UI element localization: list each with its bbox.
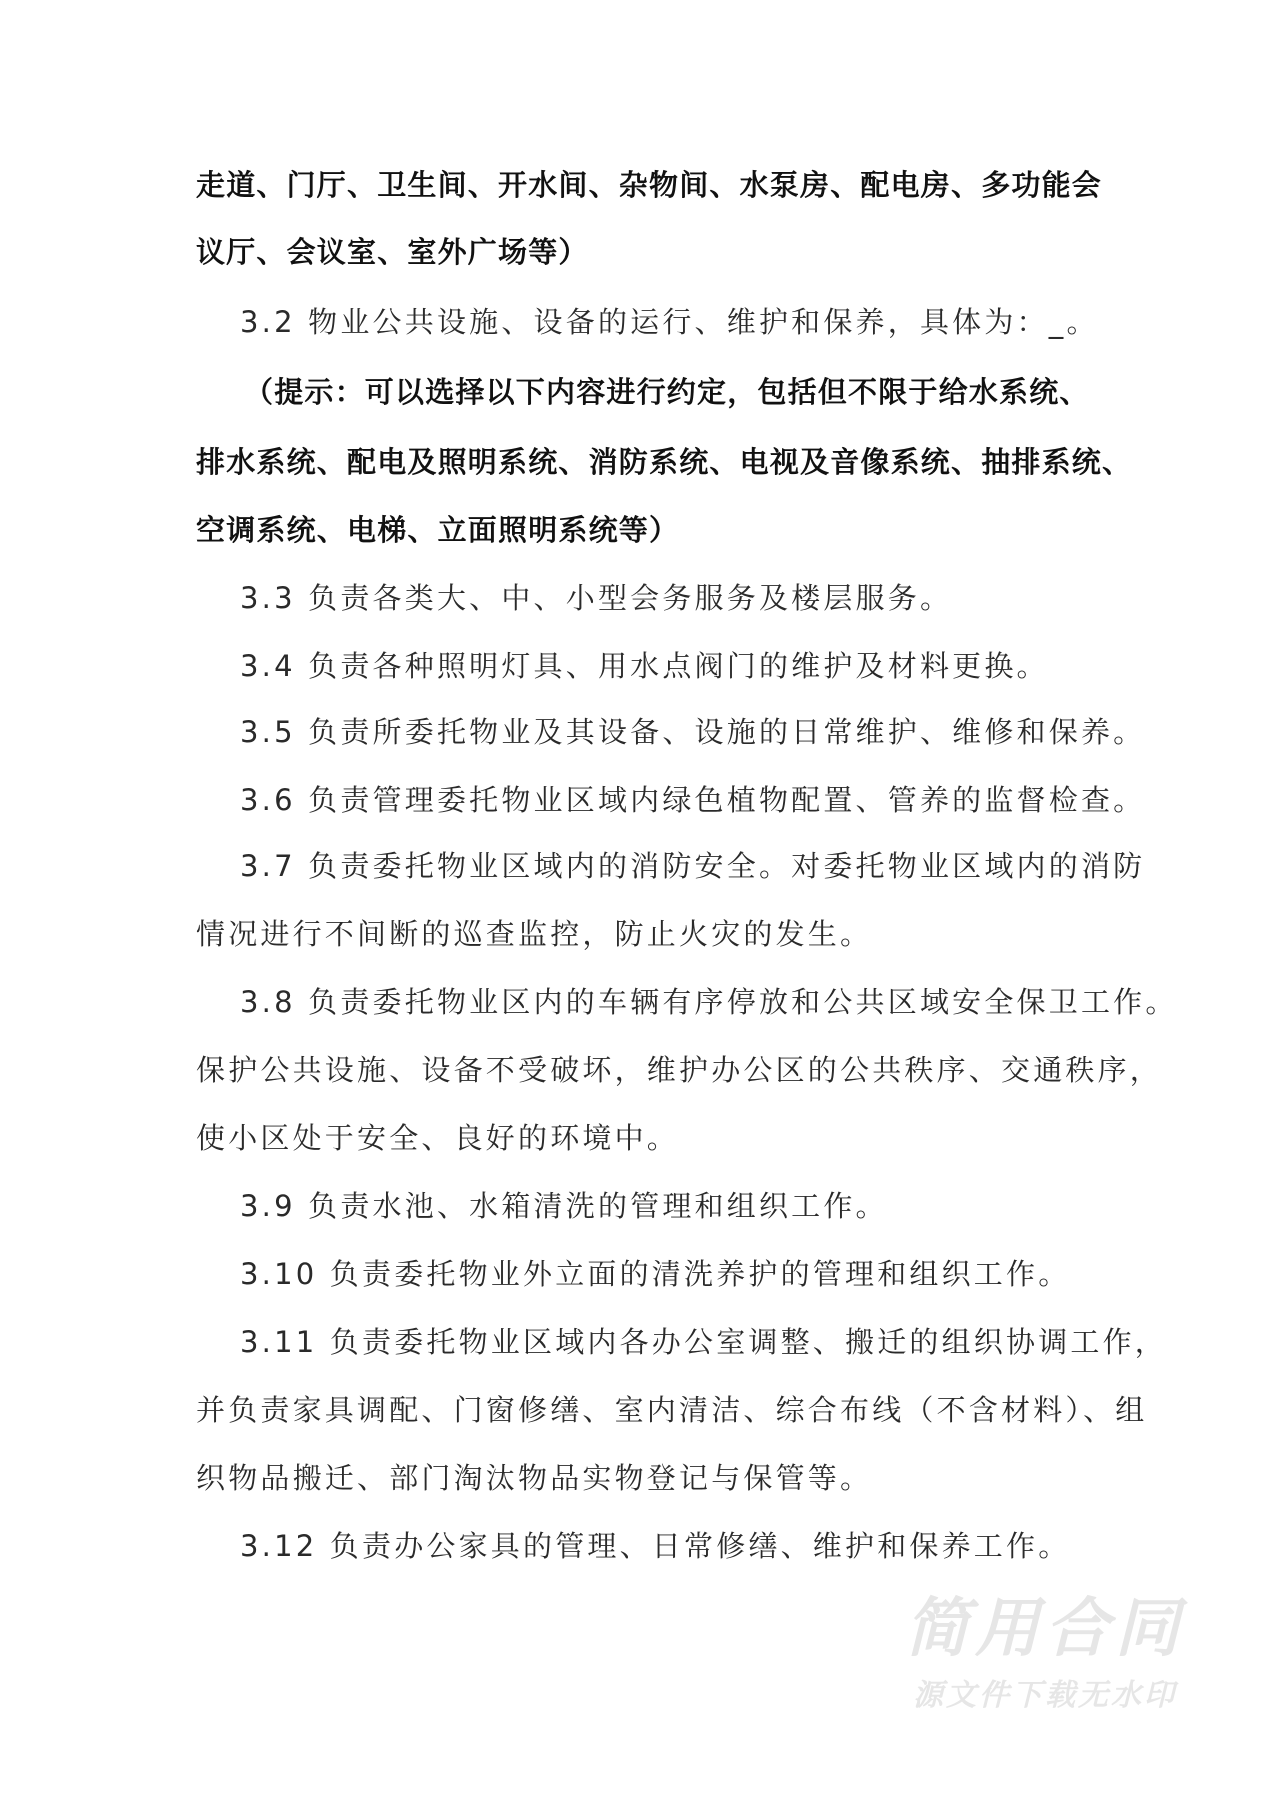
clause-3-4: 3.4 负责各种照明灯具、用水点阀门的维护及材料更换。 [240,649,1049,683]
clause-3-9: 3.9 负责水池、水箱清洗的管理和组织工作。 [240,1189,888,1223]
clause-3-7: 3.7 负责委托物业区域内的消防安全。对委托物业区域内的消防 [240,849,1146,883]
watermark-title: 简用合同 [905,1592,1185,1666]
clause-3-3: 3.3 负责各类大、中、小型会务服务及楼层服务。 [240,581,953,615]
clause-3-10: 3.10 负责委托物业外立面的清洗养护的管理和组织工作。 [240,1257,1071,1291]
text-line-corridors: 走道、门厅、卫生间、开水间、杂物间、水泵房、配电房、多功能会 [196,168,1103,202]
clause-3-8-cont-1: 保护公共设施、设备不受破坏，维护办公区的公共秩序、交通秩序， [196,1053,1163,1087]
watermark-subtitle: 源文件下载无水印 [913,1678,1177,1713]
clause-3-12: 3.12 负责办公家具的管理、日常修缮、维护和保养工作。 [240,1529,1071,1563]
watermark [880,1590,1210,1716]
clause-3-11-cont-1: 并负责家具调配、门窗修缮、室内清洁、综合布线（不含材料）、组 [196,1393,1148,1427]
clause-3-11: 3.11 负责委托物业区域内各办公室调整、搬迁的组织协调工作， [240,1325,1167,1359]
clause-3-7-cont: 情况进行不间断的巡查监控，防止火灾的发生。 [196,917,873,951]
clause-3-8-cont-2: 使小区处于安全、良好的环境中。 [196,1121,680,1155]
clause-3-11-cont-2: 织物品搬迁、部门淘汰物品实物登记与保管等。 [196,1461,873,1495]
clause-3-5: 3.5 负责所委托物业及其设备、设施的日常维护、维修和保养。 [240,715,1146,749]
text-line-meeting-rooms: 议厅、会议室、室外广场等） [196,235,589,269]
hint-line-1: （提示：可以选择以下内容进行约定，包括但不限于给水系统、 [244,375,1090,409]
hint-line-3: 空调系统、电梯、立面照明系统等） [196,513,680,547]
hint-line-2: 排水系统、配电及照明系统、消防系统、电视及音像系统、抽排系统、 [196,445,1133,479]
clause-3-2: 3.2 物业公共设施、设备的运行、维护和保养，具体为：_。 [240,305,1099,339]
clause-3-6: 3.6 负责管理委托物业区域内绿色植物配置、管养的监督检查。 [240,783,1146,817]
clause-3-8: 3.8 负责委托物业区内的车辆有序停放和公共区域安全保卫工作。 [240,985,1178,1019]
